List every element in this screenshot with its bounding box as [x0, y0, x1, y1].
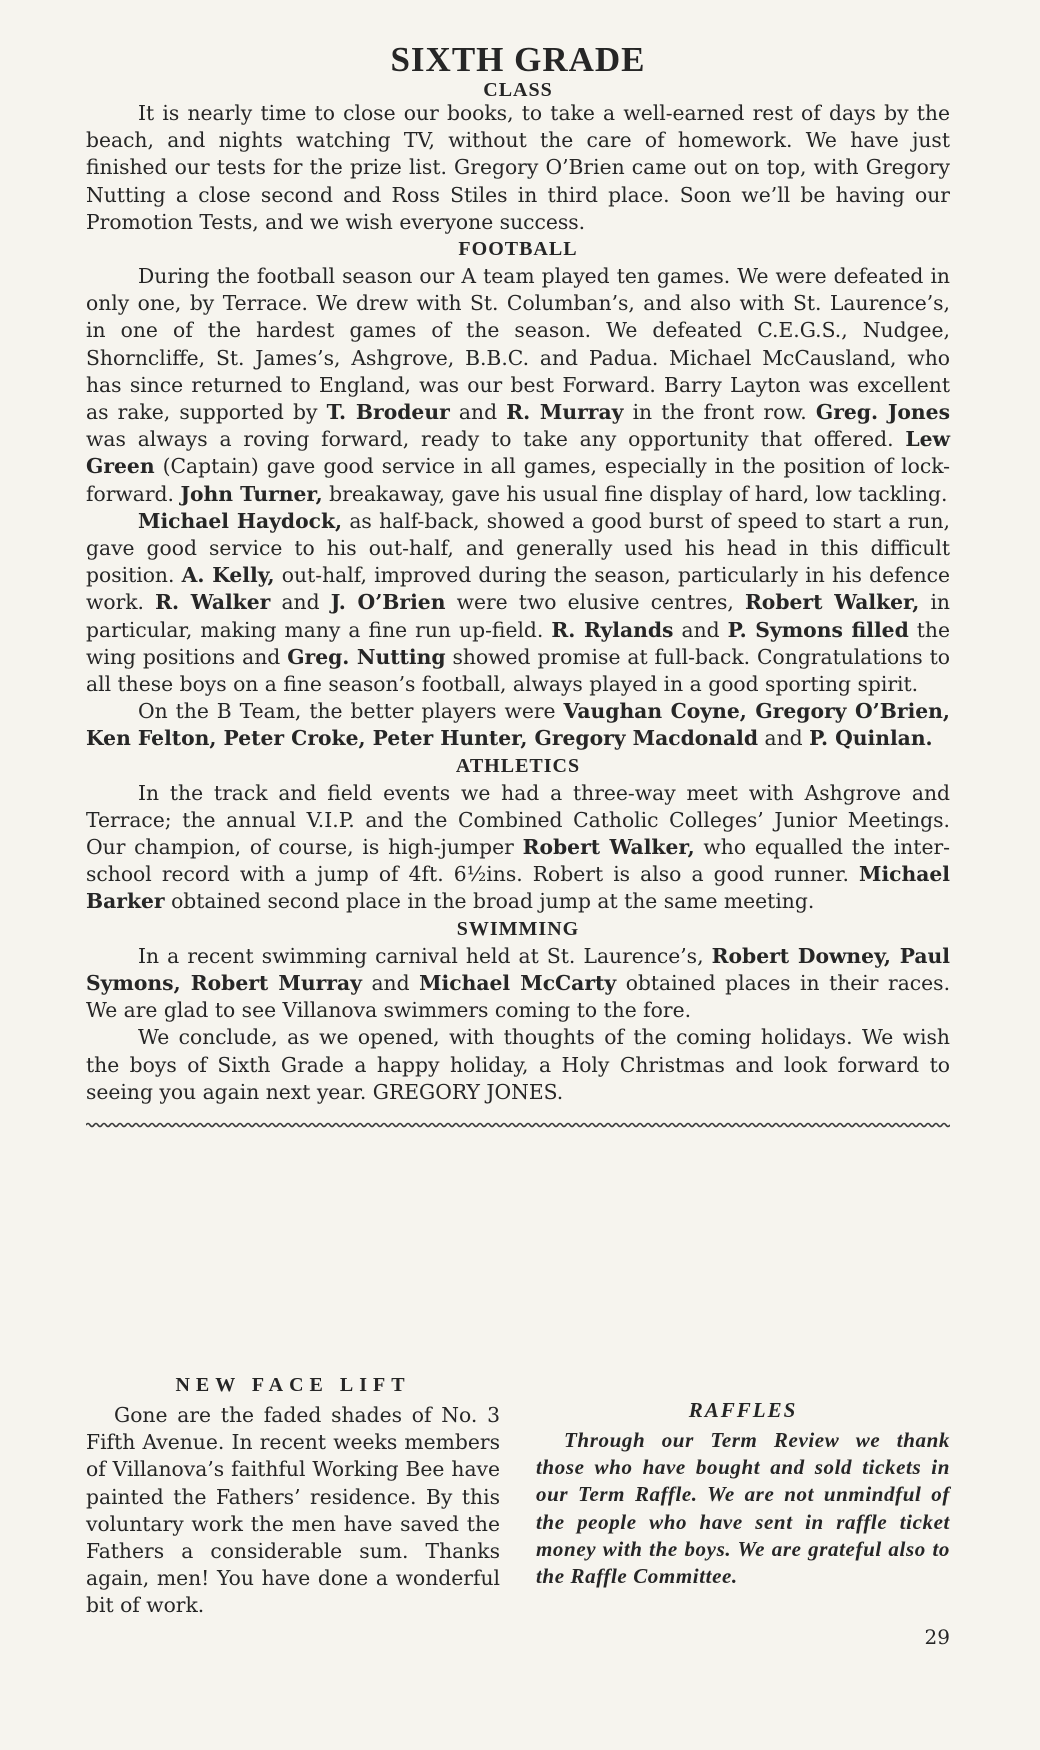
new-face-lift-column — [86, 1370, 500, 1620]
text-run: were two elusive centres, — [445, 590, 745, 615]
player-name: Greg. Jones — [815, 400, 951, 425]
raffles-column — [536, 1395, 950, 1590]
player-name: John Turner, — [180, 481, 323, 506]
raffles-body: Through our Term Review we thank those who have bought and sold tickets in our Term Raffle. We are not unmindful of the people who have sent in raffle ticket money with the boys. We are grateful also to the Raffle Committee. — [536, 1428, 950, 1589]
player-name: R. Walker — [155, 590, 271, 615]
player-name: Michael Barker — [86, 862, 950, 914]
text-run: On the B Team, the better players were — [138, 699, 564, 724]
text-run: obtained places in their races. We are glad to see Villanova swimmers coming to the fore. — [86, 970, 951, 1023]
text-run: and — [758, 726, 810, 751]
raffles-heading: RAFFLES — [688, 1398, 798, 1422]
athletics-heading: ATHLETICS — [455, 754, 581, 777]
text-run: In the track and field events we had a three-way meet with Ashgrove and Terrace; the annual V.I.P. and the Combined Catholic Colleges’ Junior Meetings. Our champion, of course, is high-jumper — [86, 780, 950, 860]
page-title: SIXTH GRADE — [390, 40, 646, 79]
player-name: P. Symons filled — [727, 617, 909, 642]
player-name: Greg. Nutting — [287, 644, 446, 669]
player-name: Michael McCarty — [419, 970, 617, 995]
player-name: R. Rylands — [551, 617, 674, 642]
class-heading: CLASS — [483, 79, 553, 101]
class-paragraph: It is nearly time to close our books, to take a well-earned rest of days by the beach, and nights watching TV, without the care of homework. We have just finished our tests for the prize list. Gregory O’Brien came out on top, with Gregory Nutting a close second and Ross Stiles in third place. Soon we’ll be having our Promotion Tests, and we wish everyone success. — [86, 101, 950, 234]
player-name: T. Brodeur — [326, 400, 450, 425]
football-paragraph-1 — [86, 263, 950, 508]
player-name: A. Kelly, — [181, 563, 275, 588]
page-number: 29 — [924, 1625, 950, 1649]
text-run: (Captain) gave good service in all games, especially in the position of lock-forward. — [86, 454, 950, 506]
text-run: in the front row. — [623, 400, 816, 425]
text-run: and — [449, 400, 507, 425]
player-name: Robert Downey, Paul Symons, Robert Murray — [86, 943, 950, 995]
player-name: P. Quinlan. — [809, 726, 933, 751]
text-run: and — [673, 617, 728, 642]
text-run: out-half, improved during the season, particularly in his defence work. — [86, 563, 951, 615]
text-run: in particular, making many a fine run up-field. — [86, 590, 950, 642]
swimming-paragraph-1 — [86, 943, 950, 1025]
text-run: breakaway, gave his usual fine display of hard, low tackling. — [322, 481, 948, 506]
text-run: who equalled the inter-school record with a jump of 4ft. 6½ins. Robert is also a good runner. — [86, 835, 951, 887]
text-run: In a recent swimming carnival held at St. Laurence’s, — [138, 943, 712, 968]
text-run: and — [361, 970, 420, 995]
swimming-paragraph-2: We conclude, as we opened, with thoughts of the coming holidays. We wish the boys of Sixth Grade a happy holiday, a Holy Christmas and look forward to seeing you again next year. GREGORY JONES. — [86, 1025, 950, 1104]
player-name: R. Murray — [506, 400, 624, 425]
player-name: Robert Walker, — [522, 835, 695, 860]
text-run: as half-back, showed a good burst of speed to start a run, gave good service to his out-half, and generally used his head in this difficult position. — [86, 508, 950, 588]
new-face-lift-body: Gone are the faded shades of No. 3 Fifth Avenue. In recent weeks members of Villanova’s faithful Working Bee have painted the Fathers’ residence. By this voluntary work the men have saved the Fathers a considerable sum. Thanks again, men! You have done a wonderful bit of work. — [86, 1403, 500, 1618]
player-name: Lew Green — [86, 427, 950, 479]
player-name: Robert Walker, — [744, 590, 920, 615]
page — [86, 40, 951, 1618]
text-run: was always a roving forward, ready to take any opportunity that offered. — [86, 427, 906, 452]
player-name: J. O’Brien — [330, 590, 446, 615]
text-run: obtained second place in the broad jump at the same meeting. — [164, 889, 815, 914]
text-run: the wing positions and — [86, 617, 951, 669]
player-name: Michael Haydock, — [138, 508, 343, 533]
wavy-divider — [86, 1120, 950, 1130]
text-run: showed promise at full-back. Congratulations to all these boys on a fine season’s football, always played in a good sporting spirit. — [86, 644, 950, 697]
football-paragraph-3 — [86, 698, 950, 752]
player-name: Vaughan Coyne, Gregory O’Brien, Ken Felton, Peter Croke, Peter Hunter, Gregory Macdonald — [86, 699, 950, 751]
football-paragraph-2 — [86, 508, 950, 698]
text-run: During the football season our A team played ten games. We were defeated in only one, by Terrace. We drew with St. Columban’s, and also with St. Laurence’s, in one of the hardest games of the season. We defeated C.E.G.S., Nudgee, Shorncliffe, St. James’s, Ashgrove, B.B.C. and Padua. Michael McCausland, who has since returned to England, was our best Forward. Barry Layton was excellent as rake, supported by — [86, 264, 950, 425]
athletics-paragraph — [86, 780, 950, 916]
new-face-lift-heading: NEW FACE LIFT — [175, 1374, 411, 1396]
swimming-heading: SWIMMING — [456, 917, 580, 940]
football-heading: FOOTBALL — [458, 238, 578, 261]
text-run: and — [270, 590, 331, 615]
